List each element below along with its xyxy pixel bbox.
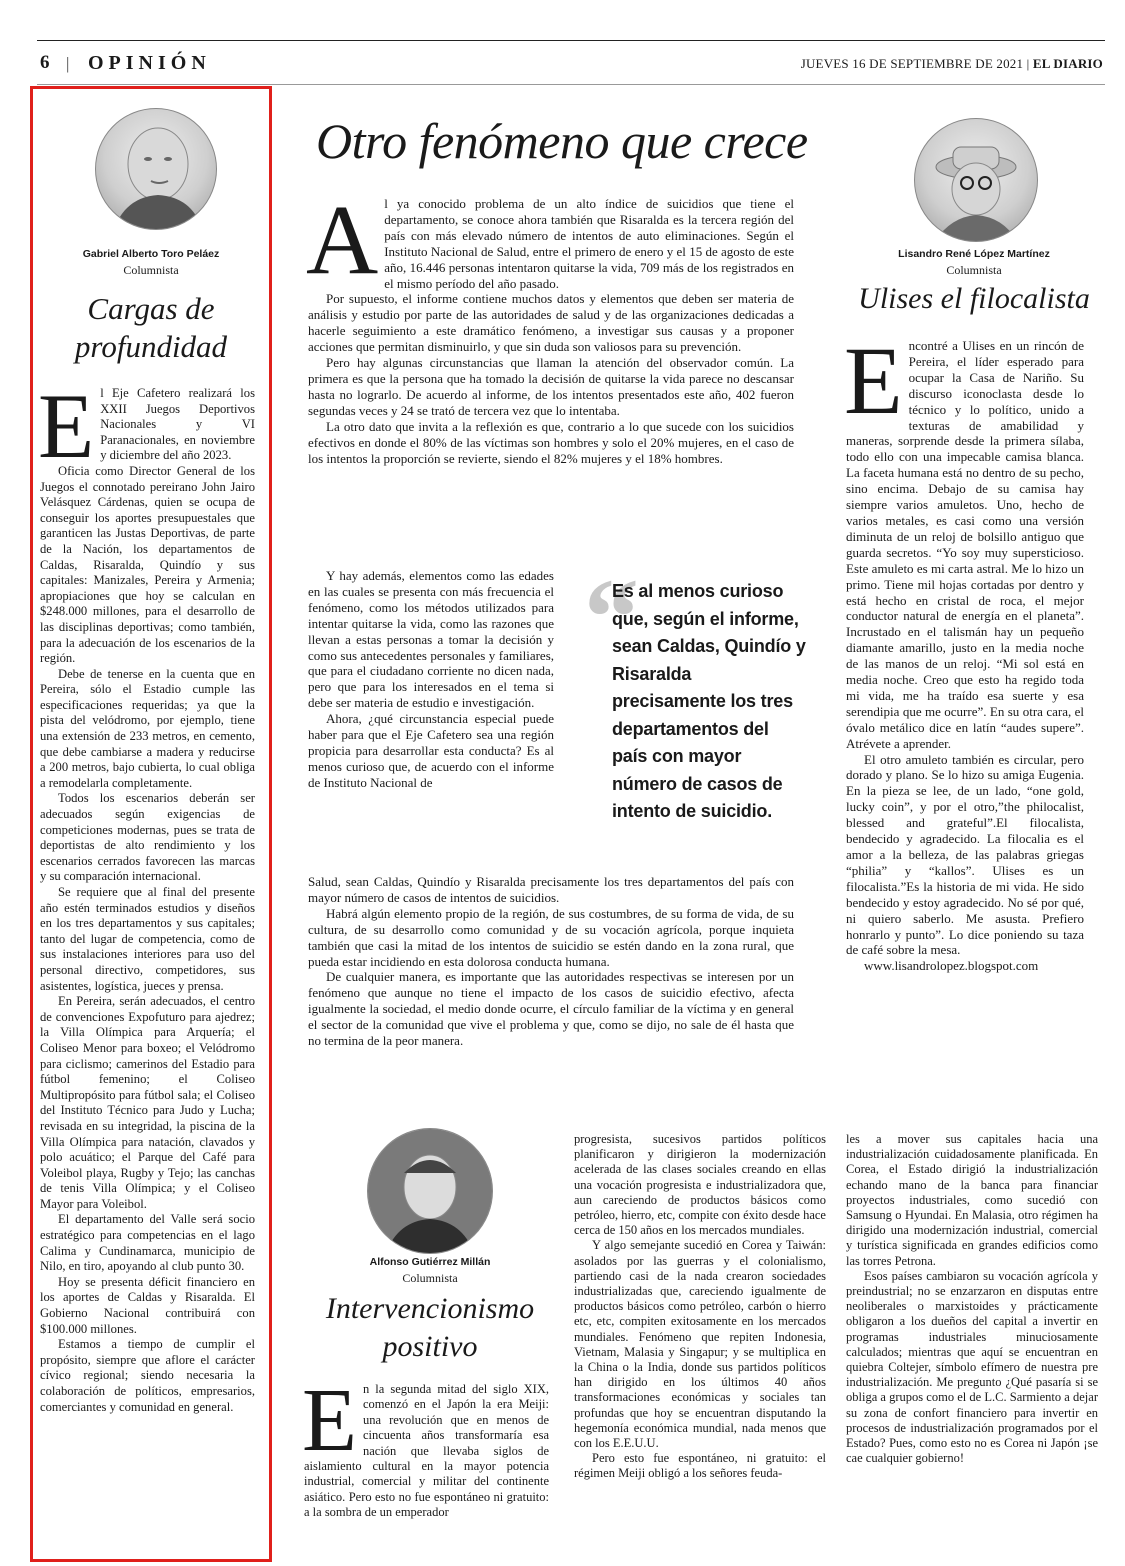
paragraph: Habrá algún elemento propio de la región, de sus costumbres, de su forma de vida, de su cultura, de su desarrollo como comunidad y de su vocación agrícola, porque inquieta también que casi la mitad de los intentos de suicidio se estén dando en la zona rural, que pueda estar incidiendo en esta dolorosa conducta humana. [308, 905, 794, 969]
date-text: JUEVES 16 DE SEPTIEMBRE DE 2021 | [800, 56, 1030, 71]
author-name-right: Lisandro René López Martínez [898, 248, 1050, 260]
title-line-2: profundidad [74, 329, 228, 364]
column-title-left [40, 290, 262, 366]
website-url: www.lisandrolopez.blogspot.com [864, 958, 1039, 974]
paragraph: En la segunda mitad del siglo XIX, comenzó en el Japón la era Meiji: una revolución que en menos de cincuenta años transformaría esa nación que llevaba siglos de aislamiento cultural en la mayor potencia industrial, comercial y militar del continente asiático. Pero esto no fue espontáneo ni gratuito: a la sombra de un emperador [302, 1371, 549, 1520]
paragraph: Ahora, ¿qué circunstancia especial puede haber para que el Eje Cafetero sea una región propicia para desarrollar esta conducta? Es al menos curioso que, de acuerdo con el informe de Instituto Nacional de [308, 711, 554, 790]
column-title-bottom [305, 1290, 555, 1366]
paragraph: Se requiere que al final del presente año estén terminados estudios y diseños en los tres departamentos y sus capitales; tanto del lugar de competencia, como de sus instalaciones interiores para uso del personal directivo, competidores, sus asistentes, logística, jueces y prensa. [40, 885, 255, 993]
paper-name: EL DIARIO [1032, 56, 1103, 71]
paragraph: Pero hay algunas circunstancias que llaman la atención del observador común. La primera es que la persona que ha tomado la decisión de quitarse la vida parece no descansar hasta no lograrlo. De acuerdo al informe, de los intentos presentados este año, 402 fueron segundas veces y 24 se trató de tercera vez que lo intentaba. [308, 355, 794, 418]
paragraph: El departamento del Valle será socio estratégico para competencias en el lago Calima y Cundinamarca, municipio de Nilo, en tiro, apoyando al club punto 30. [40, 1212, 255, 1274]
paragraph: En Pereira, serán adecuados, el centro de convenciones Expofuturo para ajedrez; la Villa Olímpica para Arquería; el Coliseo Menor para boxeo; el Velódromo para ciclismo; camerinos del Estadio para fútbol femenino; el Coliseo Multipropósito para fútbol sala; el Coliseo del Instituto Técnico para Judo y Lucha; revisada en su integridad, la piscina de la Villa Olímpica para natación, clavados y polo acuático; el Parque del Café para Voleibol playa, Rugby y Tejo; las canchas de tenis Villa Olímpica; y el Coliseo Mayor para Voleibol. [40, 994, 255, 1211]
author-photo-left [95, 108, 217, 230]
paragraph: El Eje Cafetero realizará los XXII Juegos Deportivos Nacionales y VI Paranacionales, en noviembre y diciembre del año 2023. [38, 375, 255, 477]
author-role-left: Columnista [123, 263, 179, 277]
section-name: OPINIÓN [88, 52, 211, 74]
author-role-right: Columnista [946, 263, 1002, 277]
paragraph: Por supuesto, el informe contiene muchos datos y elementos que deben ser materia de análisis y estudio por parte de las autoridades de salud y de las organizaciones dedicadas a hacerle seguimiento a este dramático fenómeno, a investigar sus causas y a proponer acciones que permitan disminuirlo, y que sin duda son valiosos para su prevención. [308, 291, 794, 355]
quote-mark-icon: “ [584, 556, 639, 678]
bottom-col-1 [302, 1371, 549, 1521]
paragraph: El otro amuleto también es circular, pero dorado y plano. Se lo hizo su amiga Eugenia. En la pieza se lee, de un lado, “one gold, lucky coin”, y por el otro,”the philocalist, blessed and grateful”.El filocalista, bendecido y agradecido. La filocalia es el amor a la belleza, de las palabras griegas “philia” y “kallos”. Ulises es un filocalista.”Es la historia de mi vida. He sido bendecido y estoy agradecido. No sé por qué, ni quiero saberlo. Me asusta. Prefiero honrarlo y punto”. Lo dice poniendo su taza de café sobre la mesa. [846, 751, 1084, 958]
header-date [801, 56, 1103, 72]
portrait-illustration [368, 1129, 492, 1253]
paragraph: les a mover sus capitales hacia una industrialización cuidadosamente planificada. En Corea, el Estado dirigió la industrialización echando mano de la banca para financiar proyectos industriales, como sucedió con Samsung o Hyundai. En Malasia, otro régimen ha dirigido una modernización industrial, comercial y turística significada en grandes edificios como las torres Petrona. [846, 1132, 1098, 1268]
column-body-left [38, 375, 255, 1415]
paragraph: Oficia como Director General de los Juegos el connotado pereirano John Jairo Velásquez Cárdenas, quien se ocupa de conseguir los aportes presupuestales que garanticen las Justas Deportivas, de parte de la Nación, los departamentos de Caldas, Risaralda, Quindío y sus capitales: Manizales, Pereira y Armenia; apropiaciones que hoy se calculan en $248.000 millones, para el desarrollo de las disciplinas deportivas; como también, para la adecuación de los escenarios de la región. [40, 463, 255, 666]
editorial-body [306, 184, 794, 466]
column-body-right [844, 327, 1084, 974]
title-line-1: Cargas de [87, 291, 215, 326]
author-name-left: Gabriel Alberto Toro Peláez [82, 248, 220, 260]
paragraph: Esos países cambiaron su vocación agrícola y preindustrial; no se enzarzaron en disputas entre neoliberales o marxistoides y prácticamente obligaron a los dueños del capital a invertir en programas industriales minuciosamente calculados; mientras que aquí se encuentran en quiebra Coltejer, símbolo efímero de nuestra pre industrialización. Me pregunto ¿Qué pasaría si se obliga a grupos como el de L.C. Sarmiento a dejar su zona de confort financiero para invertir en procesos de industrialización programados por el Estado? Pues, como esto no es Corea ni Japón ¡se cae cualquier gobierno! [846, 1268, 1098, 1466]
editorial-body-after [308, 874, 794, 1049]
page-number: 6 [40, 52, 51, 73]
author-photo-bottom [367, 1128, 493, 1254]
header-rule [37, 84, 1105, 85]
author-role-bottom: Columnista [402, 1271, 458, 1285]
drop-cap: E [38, 375, 95, 477]
paragraph: progresista, sucesivos partidos políticos planificaron y dirigieron la modernización acelerada de las clases sociales creando en ellas una vocación progresista e industrializadora que, aun careciendo de productos básicos como petróleo, hierro, etc, compite con éxito desde hace cerca de 150 años en los mercados mundiales. [574, 1132, 826, 1238]
paragraph: Debe de tenerse en la cuenta que en Pereira, sólo el Estadio cumple las especificaciones requeridas; ya que la pista del velódromo, por ejemplo, tiene una extensión de 233 metros, en cemento, que debe cambiarse a madera y reducirse a 200 metros, bajo cubierta, lo cual obliga a remodelarla completamente. [40, 666, 255, 790]
drop-cap: A [306, 184, 379, 295]
pull-quote: Es al menos curioso que, según el informe, sean Caldas, Quindío y Risaralda precisamente los tres departamentos del país con mayor número de casos de intento de suicidio. [612, 581, 806, 821]
paragraph: La otro dato que invita a la reflexión es que, contrario a lo que sucede con los suicidios efectivos en donde el 80% de las víctimas son hombres y solo el 20% mujeres, en el caso de los intentos la proporción se revierte, siendo el 82% mujeres y el 18% hombres. [308, 418, 794, 466]
paragraph: Encontré a Ulises en un rincón de Pereira, el líder esperado para ocupar la Casa de Nariño. Su discurso iconoclasta desde lo técnico y lo político, unido a texturas de amabilidad y maneras, sorprende desde la primera sílaba, todo ello con una impecable camisa blanca. La faceta humana está no dentro de su pecho, sino encima. Debajo de su camisa hay siempre varios amuletos. Uno, hecho de varios metales, es casi como una versión diminuta de un reloj de bolsillo antiguo que guarda secretos. “Yo soy muy supersticioso. Este amuleto es mi carta astral. Me lo hizo un primo. Tiene mil hojas cortadas por dentro y está hecho en cristal de roca, el mejor conductor natural de energía en el planeta”. Incrustado en el talismán hay un pequeño diamante amarillo, justo en la media noche de las manos de un reloj. “Mi sol está en media noche. Creo que esto ha regido toda mi vida, me ha traído esa suerte y esa serendipia que me ocurre”. En su otra cara, el óvalo metálico dice en latín “audes supere”. Atrévete a aprender. [844, 327, 1084, 751]
paragraph: Y algo semejante sucedió en Corea y Taiwán: asolados por las guerras y el colonialismo, partiendo casi de la nada crearon sociedades industrializadas que, careciendo igualmente de productos básicos como petróleo, carbón o hierro etc, etc, compiten exitosamente en los mercados mundiales. Fenómeno que repiten Indonesia, Vietnam, Malasia y Singapur; y se multiplica en la China o la India, donde sus partidos políticos han dirigido en los últimos 40 años transformaciones económicas y sociales tan profundas que hoy se encuentran disputando la hegemonía económica mundial, nada menos que con los E.E.U.U. [574, 1238, 826, 1451]
portrait-illustration [915, 119, 1037, 241]
paragraph: Todos los escenarios deberán ser adecuados según exigencias de competiciones modernas, pues se trata de deportistas de alto rendimiento y los escenarios cerrados favorecen las marcas y su comparación internacional. [40, 791, 255, 884]
editorial-body-narrow [308, 568, 554, 791]
drop-cap: E [302, 1371, 357, 1470]
bottom-col-3 [846, 1132, 1098, 1466]
paragraph: Pero esto fue espontáneo, ni gratuito: el régimen Meiji obligó a los señores feuda- [574, 1451, 826, 1481]
title-line-1: Intervencionismo [325, 1292, 535, 1325]
paragraph: De cualquier manera, es importante que las autoridades respectivas se interesen por un fenómeno que aunque no tiene el impacto de los casos de suicidio efectivo, afecta igualmente la sociedad, el medio donde ocurre, el círculo familiar de la víctima y en general el sector de la comunidad que vive el problema y que, como se dijo, no sale de él hasta que no termina de la peor manera. [308, 969, 794, 1049]
editorial-headline: Otro fenómeno que crece [316, 113, 808, 169]
portrait-illustration [96, 109, 216, 229]
paragraph: Hoy se presenta déficit financiero en los aportes de Caldas y Risaralda. El Gobierno Nacional contribuirá con $100.000 millones. [40, 1274, 255, 1336]
title-line-2: positivo [382, 1330, 478, 1363]
paragraph: Al ya conocido problema de un alto índice de suicidios que tiene el departamento, se conoce ahora también que Risaralda es la tercera región del país con más elevado número de intentos de auto eliminaciones. Según el Instituto Nacional de Salud, entre el primero de enero y el 15 de agosto de este año, 16.446 personas intentaron quitarse la vida, 709 más de los registrados en el mismo período del año pasado. [306, 184, 794, 295]
paragraph: Estamos a tiempo de cumplir el propósito, siempre que aflore el carácter cívico regional; siendo necesaria la colaboración de políticos, empresarios, comerciantes y comunidad en general. [40, 1337, 255, 1414]
bottom-col-2 [574, 1132, 826, 1482]
column-title-right: Ulises el filocalista [858, 282, 1090, 315]
header-separator: | [66, 54, 70, 73]
paragraph: Salud, sean Caldas, Quindío y Risaralda precisamente los tres departamentos del país con mayor número de casos de intentos de suicidios. [308, 874, 794, 905]
paragraph: Y hay además, elementos como las edades en las cuales se presenta con más frecuencia el fenómeno, como los métodos utilizados para intentar quitarse la vida, como las razones que llevan a estas personas a tomar la decisión y como sus antecedentes personales y familiares, que para el ciudadano corriente no dicen nada, pero que para los interesados en el tema si debe ser materia de estudio e investigación. [308, 568, 554, 711]
author-name-bottom: Alfonso Gutiérrez Millán [369, 1256, 491, 1268]
drop-cap: E [844, 327, 903, 434]
top-rule [37, 40, 1105, 41]
author-photo-right [914, 118, 1038, 242]
